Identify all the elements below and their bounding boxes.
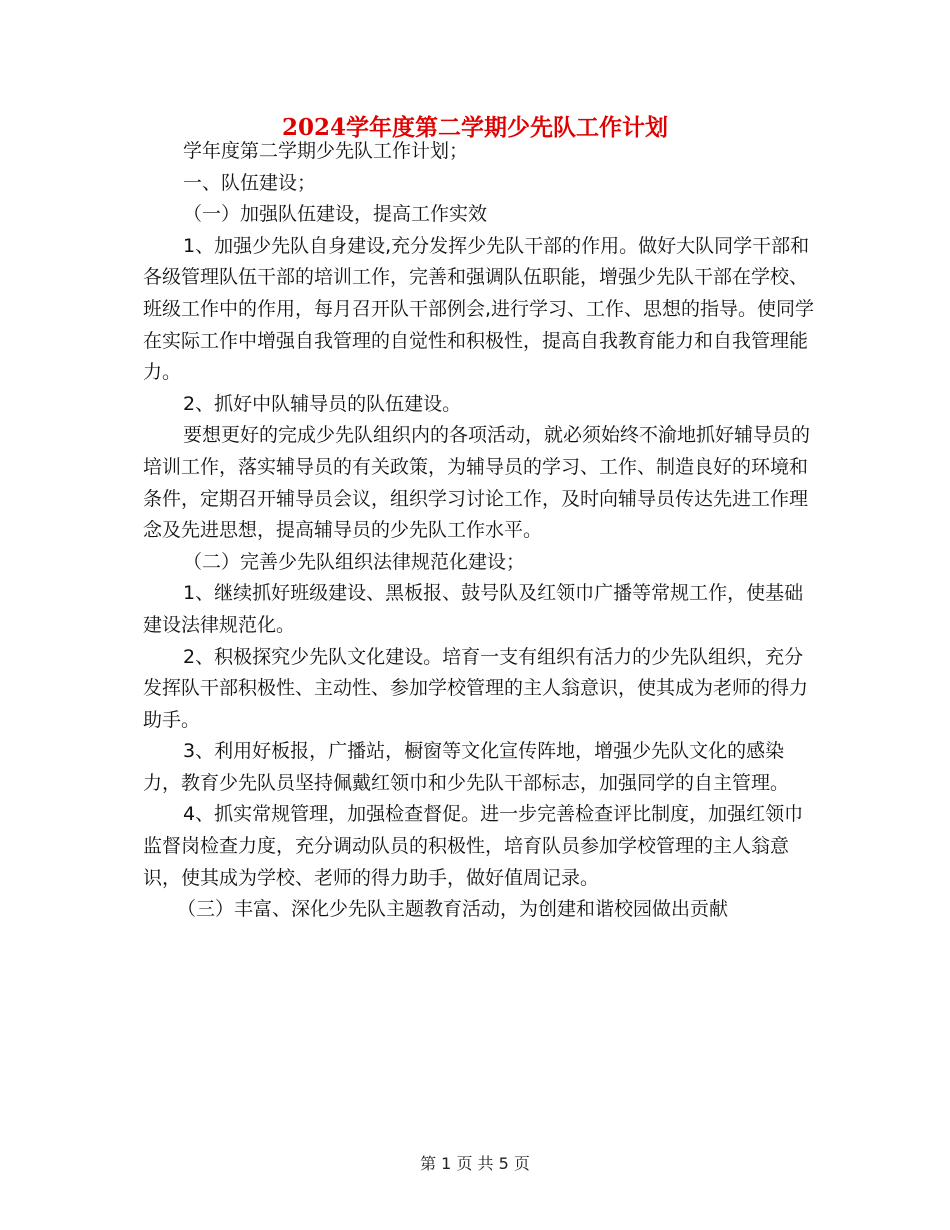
paragraph-subsection-3: （三）丰富、深化少先队主题教育活动，为创建和谐校园做出贡献 bbox=[177, 898, 729, 921]
paragraph-item-1-2-detail: 要想更好的完成少先队组织内的各项活动，就必须始终不渝地抓好辅导员的培训工作，落实辅导员的有关政策，为辅导员的学习、工作、制造良好的环境和条件，定期召开辅导员会议，组织学习讨论工作，及时向辅导员传达先进工作理念及先进思想，提高辅导员的少先队工作水平。 bbox=[143, 424, 811, 542]
document-title: 2024学年度第二学期少先队工作计划 bbox=[281, 114, 668, 141]
paragraph-section-1: 一、队伍建设； bbox=[183, 171, 317, 194]
page-number-footer: 第 1 页 共 5 页 bbox=[420, 1154, 530, 1173]
paragraph-subsection-2: （二）完善少先队组织法律规范化建设； bbox=[183, 550, 526, 573]
paragraph-item-1-2: 2、抓好中队辅导员的队伍建设。 bbox=[183, 392, 462, 415]
paragraph-item-2-4: 4、抓实常规管理，加强检查督促。进一步完善检查评比制度，加强红领巾监督岗检查力度，充分调动队员的积极性，培育队员参加学校管理的主人翁意识，使其成为学校、老师的得力助手，做好值周记录。 bbox=[143, 803, 804, 889]
document-body bbox=[143, 136, 815, 926]
paragraph-item-2-1: 1、继续抓好班级建设、黑板报、鼓号队及红领巾广播等常规工作，使基础建设法律规范化。 bbox=[143, 582, 804, 636]
paragraph-subsection-1: （一）加强队伍建设，提高工作实效 bbox=[183, 203, 488, 226]
paragraph-item-2-3: 3、利用好板报，广播站，橱窗等文化宣传阵地，增强少先队文化的感染力，教育少先队员坚持佩戴红领巾和少先队干部标志，加强同学的自主管理。 bbox=[143, 740, 790, 794]
paragraph-item-1-1: 1、加强少先队自身建设,充分发挥少先队干部的作用。做好大队同学干部和各级管理队伍干部的培训工作，完善和强调队伍职能，增强少先队干部在学校、班级工作中的作用，每月召开队干部例会,进行学习、工作、思想的指导。使同学在实际工作中增强自我管理的自觉性和积极性，提高自我教育能力和自我管理能力。 bbox=[143, 234, 815, 384]
paragraph-item-2-2: 2、积极探究少先队文化建设。培育一支有组织有活力的少先队组织，充分发挥队干部积极性、主动性、参加学校管理的主人翁意识，使其成为老师的得力助手。 bbox=[143, 645, 809, 731]
paragraph-plan-heading: 学年度第二学期少先队工作计划； bbox=[183, 140, 469, 162]
